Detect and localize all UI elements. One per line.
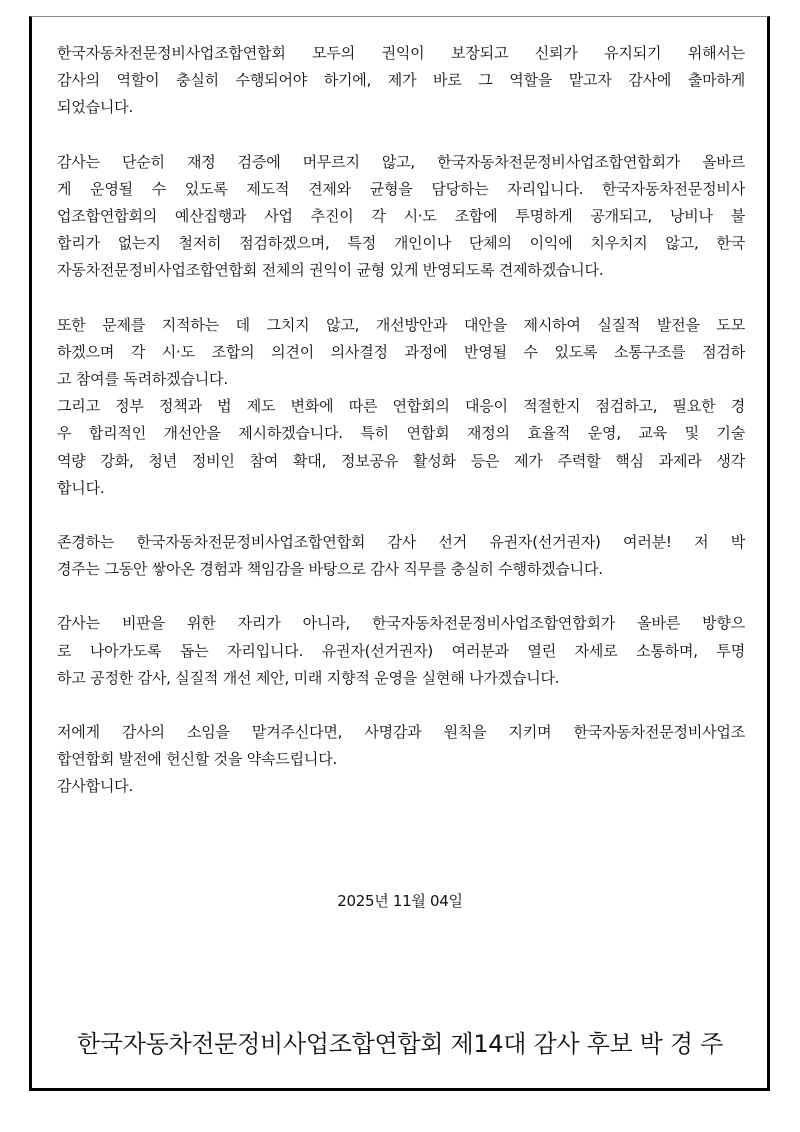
document-date: 2025년 11월 04일 <box>337 892 463 910</box>
paragraph-improvement <box>57 312 745 394</box>
text-line: 또한 문제를 지적하는 데 그치지 않고, 개선방안과 대안을 제시하여 실질적 발전을 도모 <box>57 315 745 334</box>
text-line: 합연합회 발전에 헌신할 것을 약속드립니다. <box>57 750 338 769</box>
text-line: 저에게 감사의 소임을 맡겨주신다면, 사명감과 원칙을 지키며 한국자동차전문정비사업조 <box>57 723 745 742</box>
paragraph-thanks <box>57 773 745 800</box>
text-line: 존경하는 한국자동차전문정비사업조합연합회 감사 선거 유권자(선거권자) 여러분! 저 박 <box>57 533 745 552</box>
paragraph-commitment <box>57 610 745 692</box>
paragraph-closing <box>57 719 745 773</box>
text-line: 감사는 비판을 위한 자리가 아니라, 한국자동차전문정비사업조합연합회가 올바른 방향으 <box>57 614 745 633</box>
text-line: 하고 공정한 감사, 실질적 개선 제안, 미래 지향적 운영을 실현해 나가겠습니다. <box>57 668 560 687</box>
text-line: 감사의 역할이 충실히 수행되어야 하기에, 제가 바로 그 역할을 맡고자 감사에 출마하게 <box>57 71 745 90</box>
text-line: 합리가 없는지 철저히 점검하겠으며, 특정 개인이나 단체의 이익에 치우치지 않고, 한국 <box>57 234 745 253</box>
text-line: 되었습니다. <box>57 98 134 117</box>
text-line: 고 참여를 독려하겠습니다. <box>57 370 228 389</box>
text-line: 합니다. <box>57 478 105 497</box>
text-line: 역량 강화, 청년 정비인 참여 확대, 정보공유 활성화 등은 제가 주력할 핵심 과제라 생각 <box>57 451 745 470</box>
text-line: 감사합니다. <box>57 777 134 796</box>
text-line: 감사는 단순히 재정 검증에 머무르지 않고, 한국자동차전문정비사업조합연합회가 올바르 <box>57 152 745 171</box>
text-line: 우 합리적인 개선안을 제시하겠습니다. 특히 연합회 재정의 효율적 운영, 교육 및 기술 <box>57 424 745 443</box>
text-line: 업조합연합회의 예산집행과 사업 추진이 각 시·도 조합에 투명하게 공개되고, 낭비나 불 <box>57 207 745 226</box>
text-line: 자동차전문정비사업조합연합회 전체의 권익이 균형 있게 반영되도록 견제하겠습니다. <box>57 261 604 280</box>
text-line: 게 운영될 수 있도록 제도적 견제와 균형을 담당하는 자리입니다. 한국자동차전문정비사 <box>57 179 745 198</box>
text-line: 그리고 정부 정책과 법 제도 변화에 따른 연합회의 대응이 적절한지 점검하고, 필요한 경 <box>57 397 745 416</box>
text-line: 경주는 그동안 쌓아온 경험과 책임감을 바탕으로 감사 직무를 충실히 수행하겠습니다. <box>57 560 603 579</box>
paragraph-address <box>57 529 745 583</box>
paragraph-intro <box>57 40 745 122</box>
text-line: 한국자동차전문정비사업조합연합회 모두의 권익이 보장되고 신뢰가 유지되기 위해서는 <box>57 44 745 62</box>
paragraph-role <box>57 149 745 285</box>
statement-body <box>57 40 745 801</box>
text-line: 로 나아가도록 돕는 자리입니다. 유권자(선거권자) 여러분과 열린 자세로 소통하며, 투명 <box>57 641 745 660</box>
candidate-signature: 한국자동차전문정비사업조합연합회 제14대 감사 후보 박 경 주 <box>76 1030 723 1058</box>
text-line: 하겠으며 각 시·도 조합의 의견이 의사결정 과정에 반영될 수 있도록 소통구조를 점검하 <box>57 342 745 361</box>
paragraph-policy <box>57 393 745 502</box>
